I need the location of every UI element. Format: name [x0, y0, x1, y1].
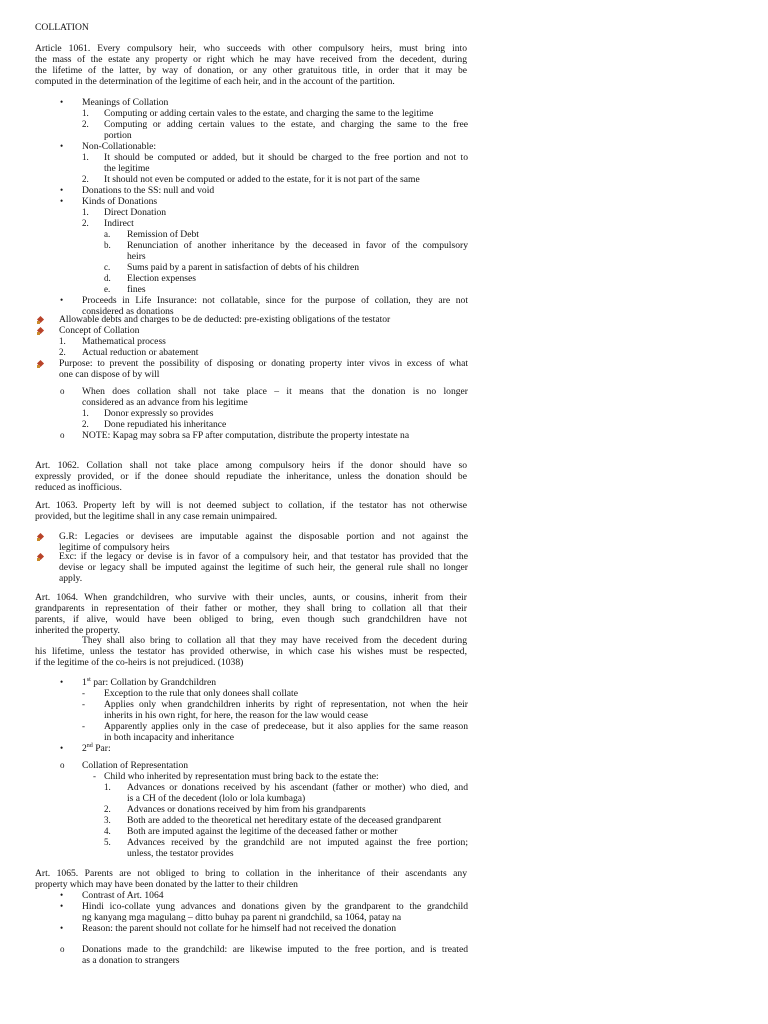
list-number: 2. [82, 119, 89, 129]
article-1062-line: reduced as inofficious. [35, 482, 122, 493]
article-1061-line: Article 1061. Every compulsory heir, who succeeds with other compulsory heirs, must bring into [35, 43, 467, 54]
list-item: Hindi ico-collate yung advances and donations given by the grandparent to the grandchild [82, 901, 468, 912]
circle-bullet-icon: o [60, 944, 65, 954]
list-item: Proceeds in Life Insurance: not collatable, since for the purpose of collation, they are not [82, 295, 468, 306]
list-item: Applies only when grandchildren inherits by right of representation, not when the heir [104, 699, 468, 710]
list-item: as a donation to strangers [82, 955, 180, 966]
list-letter: c. [104, 262, 111, 272]
list-item: 1st par: Collation by Grandchildren [82, 676, 217, 688]
list-item: legitime of compulsory heirs [59, 542, 170, 553]
list-item: apply. [59, 573, 83, 584]
list-item: Meanings of Collation [82, 97, 169, 108]
list-item: Advances or donations received by him from his grandparents [127, 804, 366, 815]
article-1065-line: property which may have been donated by the latter to their children [35, 879, 298, 890]
dash-bullet: - [82, 688, 85, 698]
article-1064-line: grandparents in representation of their father or mother, they shall bring to collation all that their [35, 603, 467, 614]
article-1061-line: computed in the determination of the legitime of each heir, and in the account of the partition. [35, 76, 395, 87]
list-item: Contrast of Art. 1064 [82, 890, 164, 901]
diamond-bullet-icon [37, 360, 44, 367]
bullet-icon: • [60, 196, 64, 206]
bullet-icon: • [60, 185, 64, 195]
list-item: Mathematical process [82, 336, 166, 347]
list-number: 1. [82, 152, 89, 162]
list-letter: a. [104, 229, 111, 239]
list-item: 2nd Par: [82, 742, 111, 754]
article-1061-line: the lifetime of the latter, by way of donation, or any other gratuitous title, in order that it may be [35, 65, 467, 76]
list-item: Non-Collationable: [82, 141, 157, 152]
list-item: is a CH of the decedent (lolo or lola kumbaga) [127, 793, 306, 804]
list-item: NOTE: Kapag may sobra sa FP after computation, distribute the property intestate na [82, 430, 410, 441]
list-item: Computing or adding certain values to the estate, and charging the same to the free [104, 119, 468, 130]
list-item: Direct Donation [104, 207, 167, 218]
list-item: considered as donations [82, 306, 174, 317]
list-item: Exception to the rule that only donees shall collate [104, 688, 298, 699]
article-1063-line: Art. 1063. Property left by will is not deemed subject to collation, if the testator has not otherwise [35, 500, 467, 511]
list-item: Done repudiated his inheritance [104, 419, 227, 430]
article-1062-line: Art. 1062. Collation shall not take place among compulsory heirs if the donor should have so [35, 460, 467, 471]
article-1065-line: Art. 1065. Parents are not obliged to bring to collation in the inheritance of their ascendants any [35, 868, 467, 879]
list-item: When does collation shall not take place – it means that the donation is no longer [82, 386, 468, 397]
article-1064-line: if the legitime of the co-heirs is not prejudiced. (1038) [35, 657, 244, 668]
bullet-icon: • [60, 141, 64, 151]
list-item: Purpose: to prevent the possibility of disposing or donating property inter vivos in excess of what [59, 358, 468, 369]
list-item: fines [127, 284, 146, 295]
dash-bullet: - [82, 699, 85, 709]
list-letter: e. [104, 284, 111, 294]
diamond-bullet-icon [37, 327, 44, 334]
list-item: Donations made to the grandchild: are likewise imputed to the free portion, and is treated [82, 944, 468, 955]
circle-bullet-icon: o [60, 760, 65, 770]
list-item: Exc: if the legacy or devise is in favor of a compulsory heir, and that testator has provided that the [59, 551, 468, 562]
list-item: Sums paid by a parent in satisfaction of debts of his children [127, 262, 360, 273]
list-item: Computing or adding certain vales to the estate, and charging the same to the legitime [104, 108, 434, 119]
list-number: 2. [82, 419, 89, 429]
bullet-icon: • [60, 295, 64, 305]
list-item: inherits in his own right, for here, the reason for the law would cease [104, 710, 369, 721]
list-number: 1. [82, 207, 89, 217]
list-item: G.R: Legacies or devisees are imputable against the disposable portion and not against the [59, 531, 468, 542]
list-number: 1. [59, 336, 66, 346]
bullet-icon: • [60, 743, 64, 753]
list-item: ng kanyang mga magulang – ditto buhay pa parent ni grandchild, sa 1064, patay na [82, 912, 402, 923]
list-number: 1. [82, 408, 89, 418]
list-item: Both are added to the theoretical net hereditary estate of the deceased grandparent [127, 815, 442, 826]
list-item: Child who inherited by representation must bring back to the estate the: [104, 771, 379, 782]
diamond-bullet-icon [37, 553, 44, 560]
bullet-icon: • [60, 923, 64, 933]
list-number: 2. [59, 347, 66, 357]
list-letter: d. [104, 273, 111, 283]
article-1064-line: They shall also bring to collation all that they may have received from the decedent during [82, 635, 467, 646]
list-number: 2. [104, 804, 111, 814]
page-title: COLLATION [35, 22, 89, 33]
list-item: heirs [127, 251, 146, 262]
list-item: Reason: the parent should not collate for he himself had not received the donation [82, 923, 397, 934]
list-number: 3. [104, 815, 111, 825]
list-item: portion [104, 130, 132, 141]
list-item: Renunciation of another inheritance by the deceased in favor of the compulsory [127, 240, 468, 251]
list-item: devise or legacy shall be imputed against the legitime of such heir, the general rule shall no longer [59, 562, 468, 573]
list-item: It should not even be computed or added to the estate, for it is not part of the same [104, 174, 420, 185]
list-item: Advances received by the grandchild are not imputed against the free portion; [127, 837, 468, 848]
circle-bullet-icon: o [60, 386, 65, 396]
article-1064-line: inherited the property. [35, 625, 120, 636]
list-number: 1. [82, 108, 89, 118]
list-number: 2. [82, 218, 89, 228]
list-item: Advances or donations received by his ascendant (father or mother) who died, and [127, 782, 468, 793]
list-item: Donations to the SS: null and void [82, 185, 215, 196]
list-item: Actual reduction or abatement [82, 347, 199, 358]
article-1064-line: his lifetime, unless the testator has provided otherwise, in which case his wishes must be respected, [35, 646, 467, 657]
list-item: Indirect [104, 218, 134, 229]
list-item: Collation of Representation [82, 760, 189, 771]
list-item: It should be computed or added, but it should be charged to the free portion and not to [104, 152, 468, 163]
list-item: considered as an advance from his legitime [82, 397, 248, 408]
dash-bullet: - [93, 771, 96, 781]
list-item: Both are imputed against the legitime of the deceased father or mother [127, 826, 398, 837]
diamond-bullet-icon [37, 316, 44, 323]
article-1063-line: provided, but the legitime shall in any case remain unimpaired. [35, 511, 278, 522]
list-item: one can dispose of by will [59, 369, 160, 380]
list-item: unless, the testator provides [127, 848, 234, 859]
list-number: 4. [104, 826, 111, 836]
list-letter: b. [104, 240, 111, 250]
bullet-icon: • [60, 890, 64, 900]
list-item: the legitime [104, 163, 150, 174]
bullet-icon: • [60, 901, 64, 911]
dash-bullet: - [82, 721, 85, 731]
list-item: in both incapacity and inheritance [104, 732, 234, 743]
article-1061-line: the mass of the estate any property or right which he may have received from the decedent, during [35, 54, 467, 65]
list-item: Kinds of Donations [82, 196, 158, 207]
list-item: Remission of Debt [127, 229, 199, 240]
list-item: Donor expressly so provides [104, 408, 214, 419]
list-item: Apparently applies only in the case of predecease, but it also applies for the same reason [104, 721, 468, 732]
bullet-icon: • [60, 97, 64, 107]
list-number: 5. [104, 837, 111, 847]
list-number: 2. [82, 174, 89, 184]
article-1062-line: expressly provided, or if the donee should repudiate the inheritance, unless the donation should be [35, 471, 467, 482]
article-1064-line: parents, if alive, would have been obliged to bring, even though such grandchildren have not [35, 614, 467, 625]
list-item: Allowable debts and charges to be de deducted: pre-existing obligations of the testator [59, 314, 391, 325]
list-item: Election expenses [127, 273, 196, 284]
diamond-bullet-icon [37, 533, 44, 540]
list-item: Concept of Collation [59, 325, 140, 336]
list-number: 1. [104, 782, 111, 792]
bullet-icon: • [60, 677, 64, 687]
circle-bullet-icon: o [60, 430, 65, 440]
article-1064-line: Art. 1064. When grandchildren, who survive with their uncles, aunts, or cousins, inherit from their [35, 592, 467, 603]
